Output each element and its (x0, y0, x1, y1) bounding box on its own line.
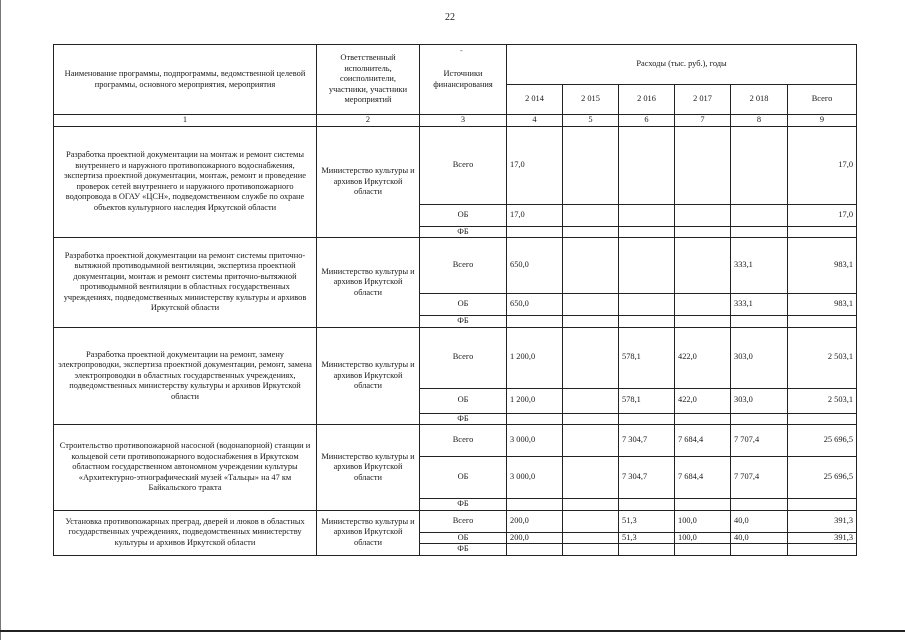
value-total (788, 226, 857, 238)
value-2017: 422,0 (675, 388, 731, 413)
budget-table (53, 44, 857, 556)
column-numbers-row (54, 115, 857, 127)
col-number: 8 (731, 115, 788, 127)
value-2018 (731, 226, 788, 238)
funding-source: Всего (420, 126, 507, 204)
value-total: 25 696,5 (788, 425, 857, 457)
value-total (788, 499, 857, 511)
value-2016 (619, 316, 675, 328)
value-2017 (675, 126, 731, 204)
value-2015 (563, 425, 619, 457)
value-2018: 303,0 (731, 327, 788, 388)
value-2016 (619, 238, 675, 294)
funding-source: ОБ (420, 294, 507, 316)
value-2017 (675, 499, 731, 511)
value-2015 (563, 226, 619, 238)
value-2018: 7 707,4 (731, 425, 788, 457)
header-total: Всего (788, 85, 857, 115)
value-2014: 200,0 (507, 532, 563, 544)
value-total: 391,3 (788, 510, 857, 532)
value-2015 (563, 510, 619, 532)
value-total: 2 503,1 (788, 388, 857, 413)
header-expenses: Расходы (тыс. руб.), годы (507, 45, 857, 85)
value-2017 (675, 544, 731, 556)
header-year-2018: 2 018 (731, 85, 788, 115)
header-responsible: Ответственный исполнитель, соисполнители, участники, участники мероприятий (317, 45, 420, 115)
value-total (788, 413, 857, 425)
value-2015 (563, 499, 619, 511)
header-row-1 (54, 45, 857, 85)
value-2017 (675, 204, 731, 226)
value-2017 (675, 294, 731, 316)
value-2016 (619, 544, 675, 556)
value-2015 (563, 294, 619, 316)
value-2018: 303,0 (731, 388, 788, 413)
header-year-2016: 2 016 (619, 85, 675, 115)
value-2015 (563, 388, 619, 413)
table-row (54, 238, 857, 294)
responsible-executor: Министерство культуры и архивов Иркутской области (317, 327, 420, 425)
col-number: 7 (675, 115, 731, 127)
value-2018 (731, 413, 788, 425)
budget-body (54, 126, 857, 555)
value-2014: 17,0 (507, 204, 563, 226)
value-2014 (507, 499, 563, 511)
responsible-executor: Министерство культуры и архивов Иркутской области (317, 510, 420, 555)
value-2016 (619, 126, 675, 204)
col-number: 5 (563, 115, 619, 127)
value-2015 (563, 457, 619, 499)
value-2014: 3 000,0 (507, 457, 563, 499)
value-2016: 578,1 (619, 388, 675, 413)
funding-source: ФБ (420, 226, 507, 238)
value-2015 (563, 413, 619, 425)
value-total: 983,1 (788, 238, 857, 294)
value-2017: 100,0 (675, 532, 731, 544)
value-2014: 650,0 (507, 294, 563, 316)
value-2016: 7 304,7 (619, 425, 675, 457)
value-2014 (507, 413, 563, 425)
value-2016 (619, 499, 675, 511)
value-2016 (619, 226, 675, 238)
scan-edge (0, 0, 1, 640)
value-2018 (731, 204, 788, 226)
value-2014: 3 000,0 (507, 425, 563, 457)
value-2018 (731, 316, 788, 328)
col-number: 4 (507, 115, 563, 127)
responsible-executor: Министерство культуры и архивов Иркутской области (317, 238, 420, 328)
value-2014: 200,0 (507, 510, 563, 532)
value-2016 (619, 294, 675, 316)
col-number: 2 (317, 115, 420, 127)
value-2017: 7 684,4 (675, 425, 731, 457)
funding-source: ОБ (420, 532, 507, 544)
value-2016: 51,3 (619, 510, 675, 532)
activity-name: Установка противопожарных преград, дверей и люков в областных государственных учреждениях, подведомственных министерству культуры и архивов Иркутской области (54, 510, 317, 555)
value-2015 (563, 204, 619, 226)
value-2016: 51,3 (619, 532, 675, 544)
value-2015 (563, 126, 619, 204)
table-row (54, 327, 857, 388)
value-total (788, 316, 857, 328)
value-2018: 7 707,4 (731, 457, 788, 499)
value-2017: 422,0 (675, 327, 731, 388)
funding-source: Всего (420, 238, 507, 294)
value-2018 (731, 499, 788, 511)
header-name: Наименование программы, подпрограммы, ведомственной целевой программы, основного мероприятия, мероприятия (54, 45, 317, 115)
responsible-executor: Министерство культуры и архивов Иркутской области (317, 425, 420, 511)
scan-bottom-line (0, 630, 905, 632)
value-2017 (675, 238, 731, 294)
funding-source: ФБ (420, 316, 507, 328)
header-sources: Источники финансирования (420, 45, 507, 115)
value-2018: 40,0 (731, 532, 788, 544)
table-row (54, 126, 857, 204)
funding-source: ОБ (420, 457, 507, 499)
value-2014: 1 200,0 (507, 327, 563, 388)
value-2018: 333,1 (731, 294, 788, 316)
value-total: 17,0 (788, 204, 857, 226)
header-year-2014: 2 014 (507, 85, 563, 115)
table-row (54, 510, 857, 532)
funding-source: Всего (420, 425, 507, 457)
value-2015 (563, 544, 619, 556)
value-2018: 40,0 (731, 510, 788, 532)
scan-mark: - (460, 46, 463, 55)
value-2017 (675, 413, 731, 425)
value-2018: 333,1 (731, 238, 788, 294)
value-2016: 578,1 (619, 327, 675, 388)
value-2018 (731, 126, 788, 204)
funding-source: ОБ (420, 388, 507, 413)
col-number: 6 (619, 115, 675, 127)
funding-source: Всего (420, 510, 507, 532)
activity-name: Разработка проектной документации на ремонт, замену электропроводки, экспертиза проектной документации, ремонт, замена электропроводки в областных государственных учреждениях, подведомственных министерству культуры и архивов Иркутской области (54, 327, 317, 425)
value-2015 (563, 532, 619, 544)
value-2014 (507, 226, 563, 238)
value-2014 (507, 316, 563, 328)
value-2015 (563, 327, 619, 388)
value-2016: 7 304,7 (619, 457, 675, 499)
value-2017: 7 684,4 (675, 457, 731, 499)
activity-name: Разработка проектной документации на монтаж и ремонт системы внутреннего и наружного противопожарного водоснабжения, экспертиза проектной документации, монтаж, ремонт и проведение проверок сетей внутреннего и наружного противопожарного водопровода в ОГАУ «ЦСН», подведомственном службе по охране объектов культурного наследия Иркутской области (54, 126, 317, 238)
value-2018 (731, 544, 788, 556)
funding-source: Всего (420, 327, 507, 388)
value-total (788, 544, 857, 556)
value-2016 (619, 413, 675, 425)
activity-name: Разработка проектной документации на ремонт системы приточно-вытяжной противодымной вентиляции, экспертиза проектной документации, монтаж и ремонт системы приточно-вытяжной противодымной вентиляции в областных государственных учреждениях, подведомственных министерству культуры и архивов Иркутской области (54, 238, 317, 328)
col-number: 1 (54, 115, 317, 127)
value-total: 391,3 (788, 532, 857, 544)
funding-source: ОБ (420, 204, 507, 226)
funding-source: ФБ (420, 499, 507, 511)
header-year-2015: 2 015 (563, 85, 619, 115)
value-2017: 100,0 (675, 510, 731, 532)
value-2017 (675, 226, 731, 238)
value-2014: 1 200,0 (507, 388, 563, 413)
page-number: 22 (445, 12, 455, 23)
value-2015 (563, 238, 619, 294)
activity-name: Строительство противопожарной насосной (водонапорной) станции и кольцевой сети противопожарного водоснабжения в Иркутском областном государственном автономном учреждении культуры «Архитектурно-этнографический музей «Тальцы» на 47 км Байкальского тракта (54, 425, 317, 511)
value-2015 (563, 316, 619, 328)
col-number: 9 (788, 115, 857, 127)
funding-source: ФБ (420, 544, 507, 556)
value-2014: 17,0 (507, 126, 563, 204)
value-2017 (675, 316, 731, 328)
funding-source: ФБ (420, 413, 507, 425)
responsible-executor: Министерство культуры и архивов Иркутской области (317, 126, 420, 238)
value-total: 17,0 (788, 126, 857, 204)
table-row (54, 425, 857, 457)
value-total: 2 503,1 (788, 327, 857, 388)
col-number: 3 (420, 115, 507, 127)
header-year-2017: 2 017 (675, 85, 731, 115)
value-2014: 650,0 (507, 238, 563, 294)
value-2014 (507, 544, 563, 556)
value-total: 25 696,5 (788, 457, 857, 499)
value-2016 (619, 204, 675, 226)
value-total: 983,1 (788, 294, 857, 316)
